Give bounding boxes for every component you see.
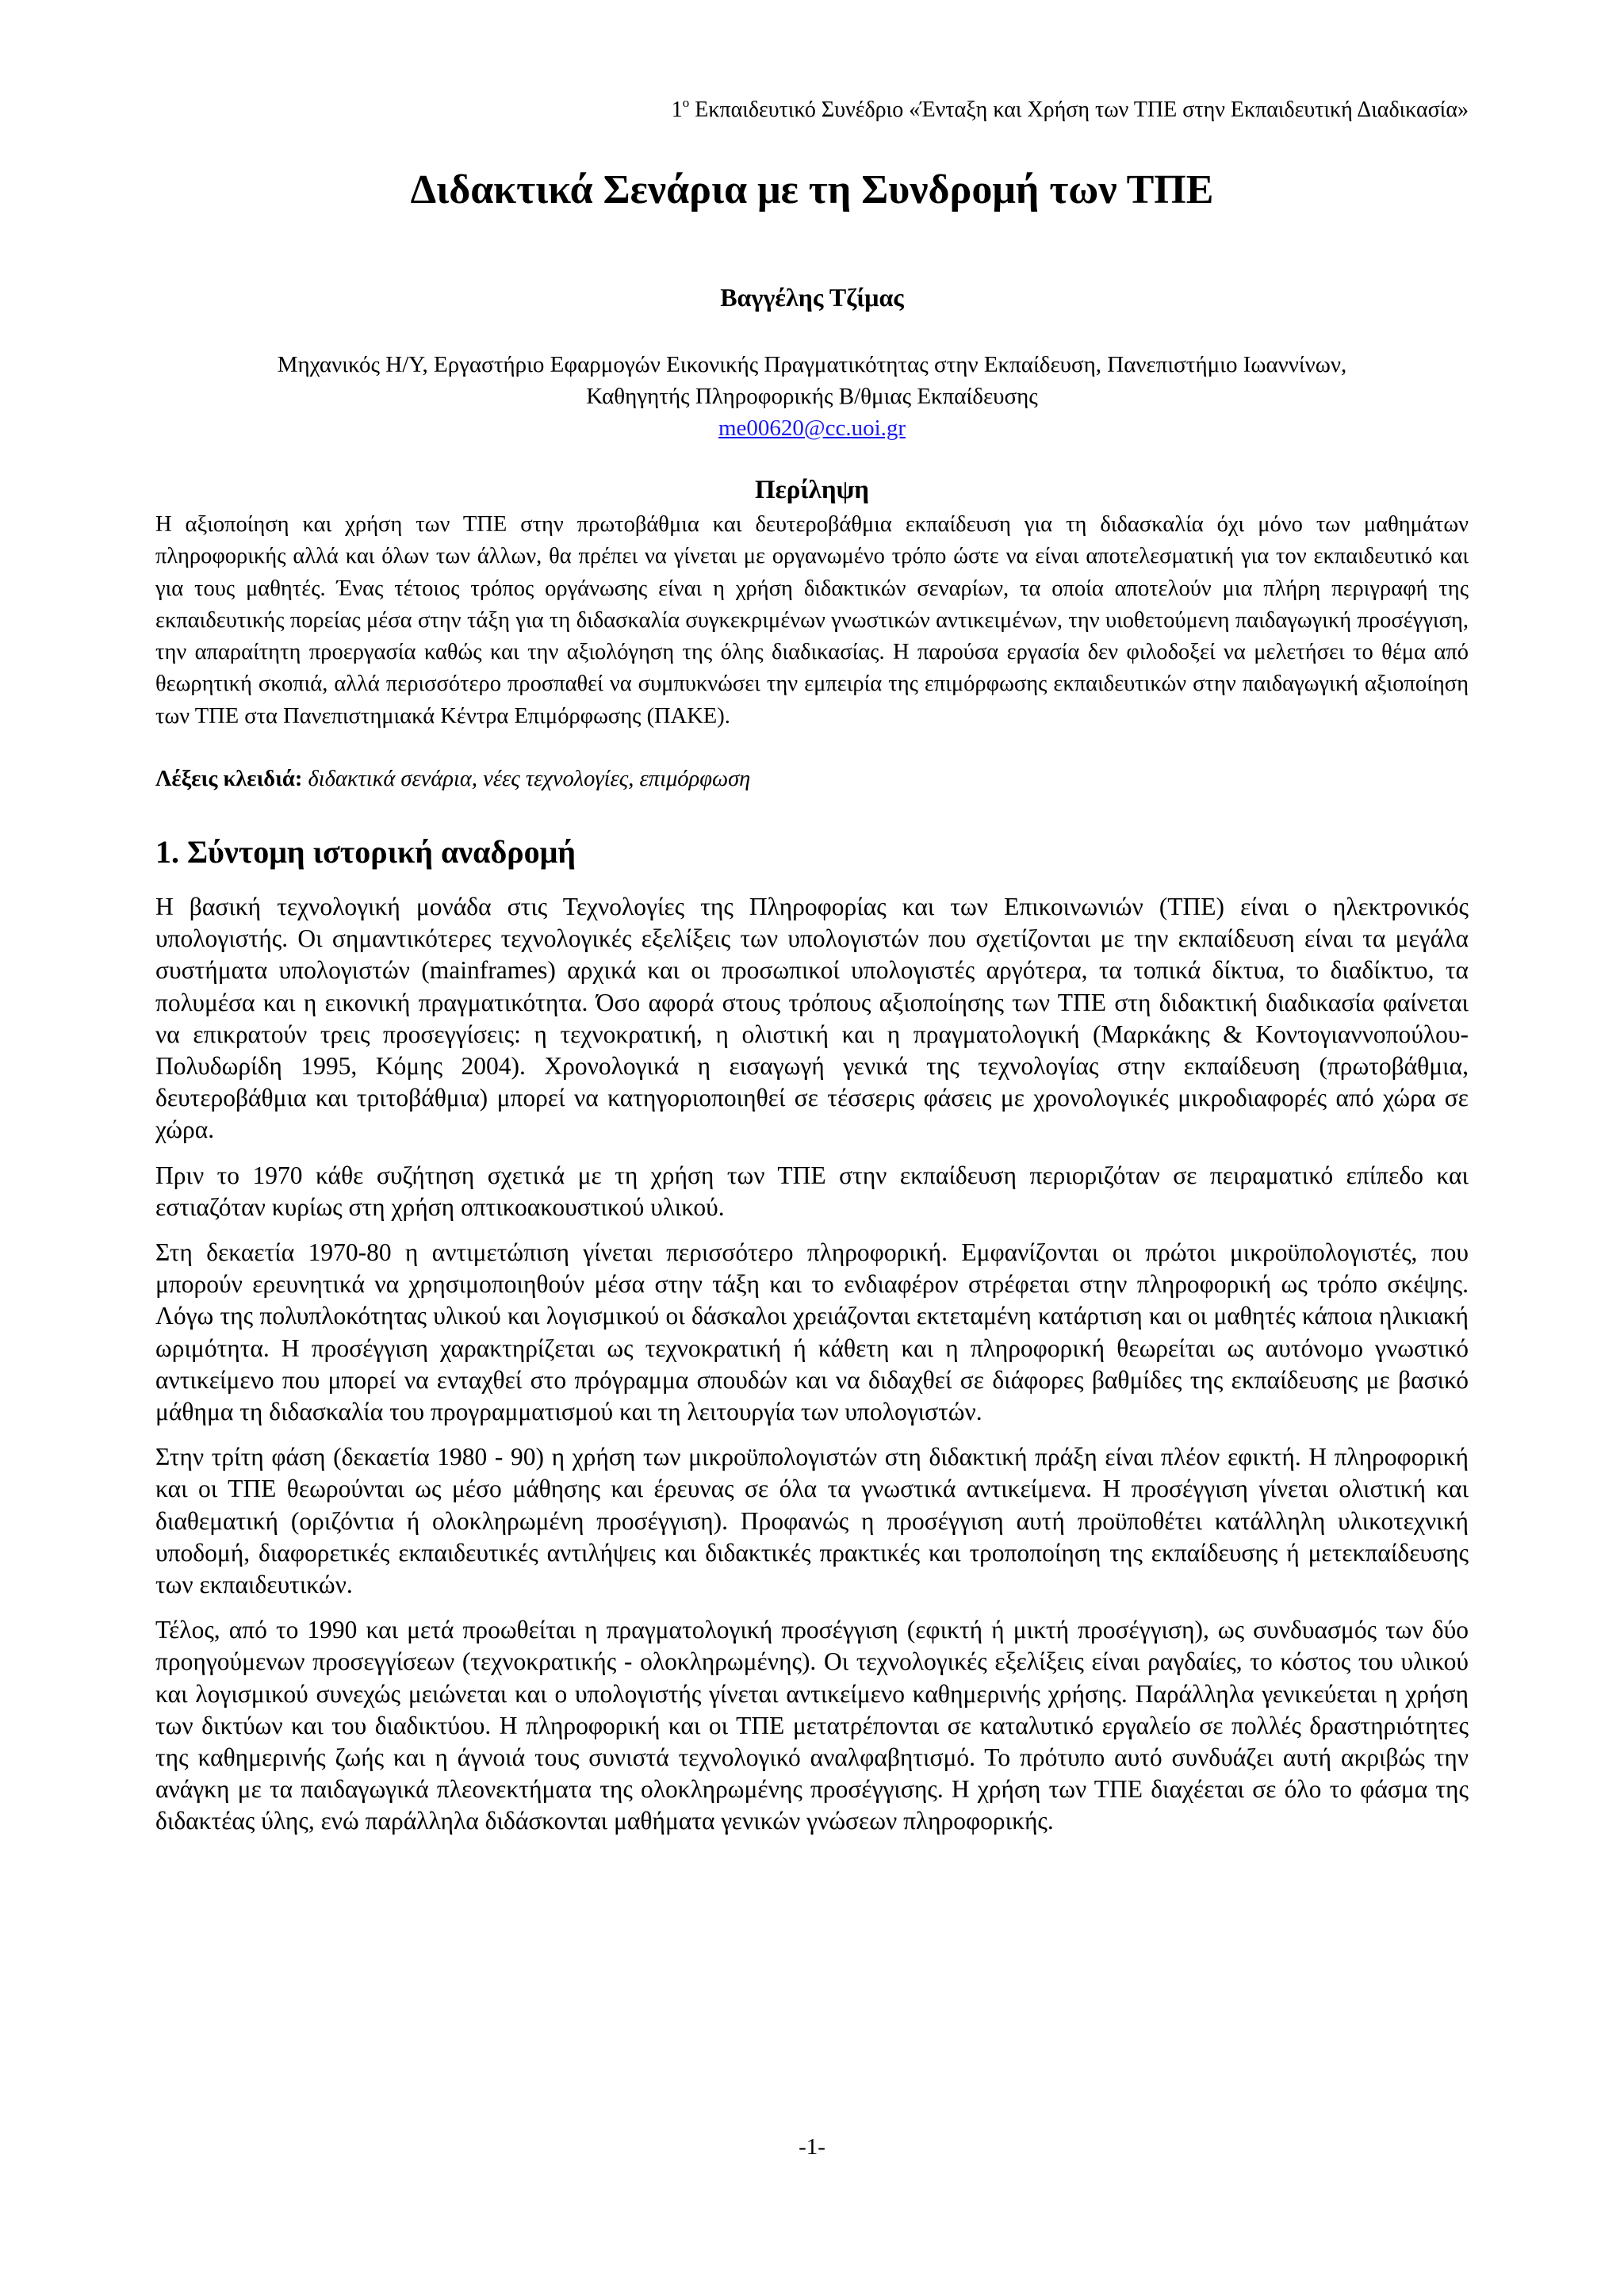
paragraph: Τέλος, από το 1990 και μετά προωθείται η πραγματολογική προσέγγιση (εφικτή ή μικτή προσέγγιση), ως συνδυασμός των δύο προηγούμενων προσεγγίσεων (τεχνοκρατικής - ολοκληρωμένης). Οι τεχνολογικές εξελίξεις είναι ραγδαίες, το κόστος του υλικού και λογισμικού συνεχώς μειώνεται και ο υπολογιστής γίνεται αντικείμενο καθημερινής χρήσης. Παράλληλα γενικεύεται η χρήση των δικτύων και του διαδικτύου. Η πληροφορική και οι ΤΠΕ μετατρέπονται σε καταλυτικό εργαλείο σε πολλές δραστηριότητες της καθημερινής ζωής και η άγνοιά τους συνιστά τεχνολογικό αναλφαβητισμό. Το πρότυπο αυτό συνδυάζει αυτή ακριβώς την ανάγκη με τα παιδαγωγικά πλεονεκτήματα της ολοκληρωμένης προσέγγισης. Η χρήση των ΤΠΕ διαχέεται σε όλο το φάσμα της διδακτέας ύλης, ενώ παράλληλα διδάσκονται μαθήματα γενικών γνώσεων πληροφορικής. <box>155 1616 1469 1835</box>
header-conference-title: Εκπαιδευτικό Συνέδριο «Ένταξη και Χρήση των ΤΠΕ στην Εκπαιδευτική Διαδικασία» <box>689 98 1469 122</box>
author-email-link[interactable]: me00620@cc.uoi.gr <box>718 415 906 441</box>
affiliation-line-2: Καθηγητής Πληροφορικής Β/θμιας Εκπαίδευσης <box>586 384 1038 409</box>
section-1-body <box>155 891 1469 1851</box>
abstract-heading: Περίληψη <box>754 476 870 504</box>
paragraph: Στην τρίτη φάση (δεκαετία 1980 - 90) η χρήση των μικροϋπολογιστών στη διδακτική πράξη είναι πλέον εφικτή. Η πληροφορική και οι ΤΠΕ θεωρούνται ως μέσο μάθησης και έρευνας σε όλα τα γνωστικά αντικείμενα. Η προσέγγιση γίνεται ολιστική και διαθεματική (οριζόντια ή ολοκληρωμένη προσέγγιση). Προφανώς η προσέγγιση αυτή προϋποθέτει κατάλληλη υλικοτεχνική υποδομή, διαφορετικές εκπαιδευτικές αντιλήψεις και διδακτικές πρακτικές και τροποποίηση της εκπαίδευσης ή μετεκπαίδευσης των εκπαιδευτικών. <box>155 1443 1469 1599</box>
paragraph: Η βασική τεχνολογική μονάδα στις Τεχνολογίες της Πληροφορίας και των Επικοινωνιών (ΤΠΕ) είναι ο ηλεκτρονικός υπολογιστής. Οι σημαντικότερες τεχνολογικές εξελίξεις των υπολογιστών που σχετίζονται με την εκπαίδευση είναι τα μεγάλα συστήματα υπολογιστών (mainframes) αρχικά και οι προσωπικοί υπολογιστές αργότερα, τα τοπικά δίκτυα, το διαδίκτυο, τα πολυμέσα και η εικονική πραγματικότητα. Όσο αφορά στους τρόπους αξιοποίησης των ΤΠΕ στη διδακτική διαδικασία φαίνεται να επικρατούν τρεις προσεγγίσεις: η τεχνοκρατική, η ολιστική και η πραγματολογική (Μαρκάκης & Κοντογιαννοπούλου-Πολυδωρίδη 1995, Κόμης 2004). Χρονολογικά η εισαγωγή γενικά της τεχνολογίας στην εκπαίδευση (πρωτοβάθμια, δευτεροβάθμια και τριτοβάθμια) μπορεί να κατηγοριοποιηθεί σε τέσσερις φάσεις με χρονολογικές μικροδιαφορές από χώρα σε χώρα. <box>155 893 1469 1144</box>
page-number: -1- <box>799 2134 825 2160</box>
paper-title: Διδακτικά Σενάρια με τη Συνδρομή των ΤΠΕ <box>410 167 1214 212</box>
affiliation-line-1: Μηχανικός Η/Υ, Εργαστήριο Εφαρμογών Εικονικής Πραγματικότητας στην Εκπαίδευση, Πανεπιστήμιο Ιωαννίνων, <box>277 352 1347 377</box>
header-number: 1 <box>671 98 683 122</box>
author-name: Βαγγέλης Τζίμας <box>720 283 904 312</box>
keywords <box>155 763 1469 795</box>
paragraph: Στη δεκαετία 1970-80 η αντιμετώπιση γίνεται περισσότερο πληροφορική. Εμφανίζονται οι πρώτοι μικροϋπολογιστές, που μπορούν ερευνητικά να χρησιμοποιηθούν μέσα στην τάξη και το ενδιαφέρον στρέφεται στην πληροφορική ως τρόπο σκέψης. Λόγω της πολυπλοκότητας υλικού και λογισμικού οι δάσκαλοι χρειάζονται εκτεταμένη κατάρτιση και οι μαθητές κάποια ηλικιακή ωριμότητα. Η προσέγγιση χαρακτηρίζεται ως τεχνοκρατική ή κάθετη και η πληροφορική θεωρείται ως αυτόνομο γνωστικό αντικείμενο που μπορεί να ενταχθεί στο πρόγραμμα σπουδών και να διδαχθεί σε διάφορες βαθμίδες της εκπαίδευσης με βασικό μάθημα τη διδασκαλία του προγραμματισμού και τη λειτουργία των υπολογιστών. <box>155 1238 1469 1426</box>
keywords-values: διδακτικά σενάρια, νέες τεχνολογίες, επιμόρφωση <box>302 767 751 791</box>
section-1-heading: 1. Σύντομη ιστορική αναδρομή <box>155 834 576 870</box>
abstract-text: Η αξιοποίηση και χρήση των ΤΠΕ στην πρωτοβάθμια και δευτεροβάθμια εκπαίδευση για τη διδασκαλία όχι μόνο των μαθημάτων πληροφορικής αλλά και όλων των άλλων, θα πρέπει να γίνεται με οργανωμένο τρόπο ώστε να είναι αποτελεσματική για τον εκπαιδευτικό και για τους μαθητές. Ένας τέτοιος τρόπος οργάνωσης είναι η χρήση διδακτικών σεναρίων, τα οποία αποτελούν μια πλήρη περιγραφή της εκπαιδευτικής πορείας μέσα στην τάξη για τη διδασκαλία συγκεκριμένων γνωστικών αντικειμένων, την υιοθετούμενη παιδαγωγική προσέγγιση, την απαραίτητη προεργασία καθώς και την αξιολόγηση της όλης διαδικασίας. Η παρούσα εργασία δεν φιλοδοξεί να μελετήσει το θέμα από θεωρητική σκοπιά, αλλά περισσότερο προσπαθεί να συμπυκνώσει την εμπειρία της επιμόρφωσης εκπαιδευτικών στην παιδαγωγική αξιοποίηση των ΤΠΕ στα Πανεπιστημιακά Κέντρα Επιμόρφωσης (ΠΑΚΕ). <box>155 512 1469 729</box>
keywords-label: Λέξεις κλειδιά: <box>155 767 303 791</box>
header-superscript: ο <box>682 95 690 110</box>
author-affiliation <box>155 349 1469 444</box>
paragraph: Πριν το 1970 κάθε συζήτηση σχετικά με τη χρήση των ΤΠΕ στην εκπαίδευση περιοριζόταν σε πειραματικό επίπεδο και εστιαζόταν κυρίως στη χρήση οπτικοακουστικού υλικού. <box>155 1161 1469 1221</box>
running-header <box>672 97 1469 124</box>
